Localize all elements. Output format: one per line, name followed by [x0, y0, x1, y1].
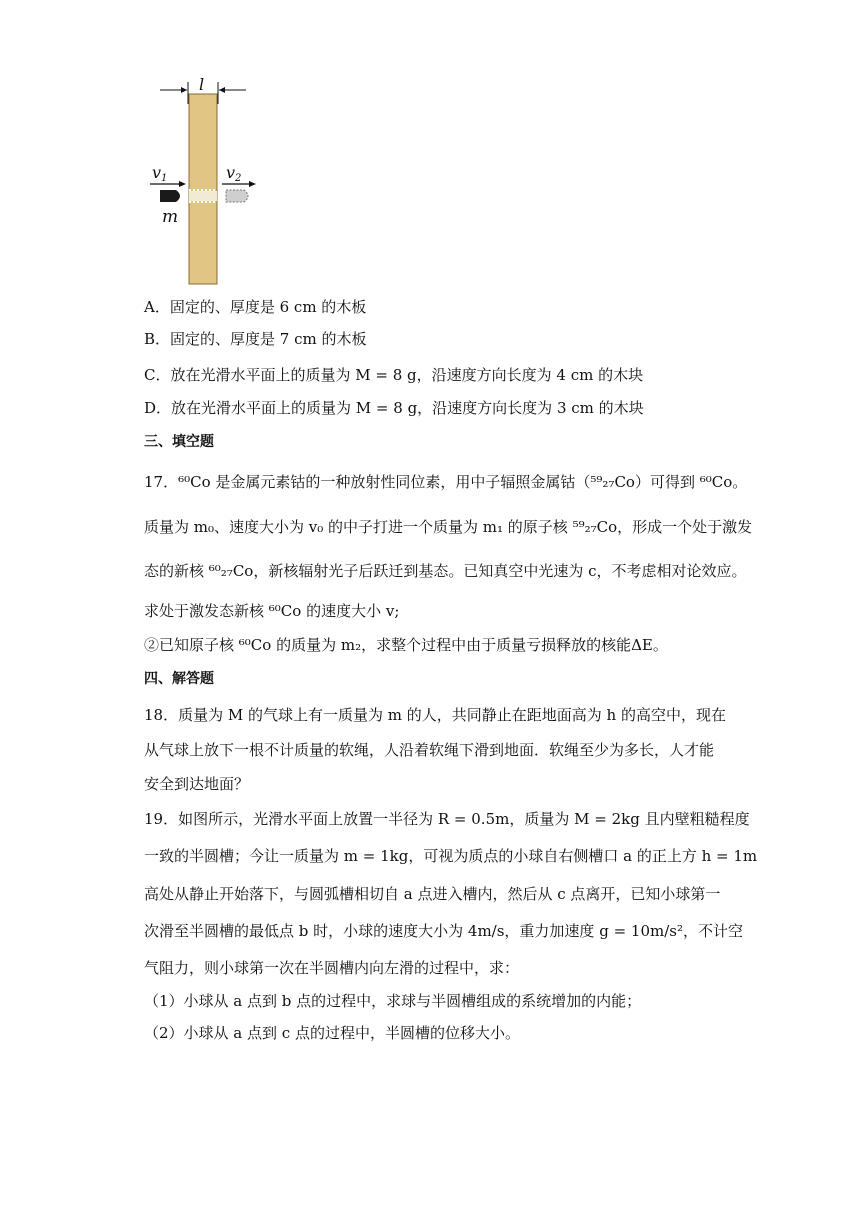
label-m: m — [162, 207, 179, 227]
section-heading-fill: 三、填空题 — [144, 434, 214, 450]
q17-line-5: ②已知原子核 ⁶⁰Co 的质量为 m₂，求整个过程中由于质量亏损释放的核能ΔE。 — [144, 636, 668, 654]
dim-arrowhead-right — [219, 87, 225, 93]
q19-line-1: 19．如图所示，光滑水平面上放置一半径为 R = 0.5m，质量为 M = 2kg 且内壁粗糙程度 — [144, 810, 750, 828]
q19-line-7: （2）小球从 a 点到 c 点的过程中，半圆槽的位移大小。 — [144, 1024, 520, 1042]
q17-line-4: 求处于激发态新核 ⁶⁰Co 的速度大小 v; — [144, 602, 400, 620]
label-l: l — [199, 75, 205, 94]
bullet-icon — [160, 190, 180, 202]
option-d: D．放在光滑水平面上的质量为 M = 8 g，沿速度方向长度为 3 cm 的木块 — [144, 399, 644, 417]
arrowhead-v2 — [249, 181, 256, 187]
section-heading-answer: 四、解答题 — [144, 671, 214, 687]
q19-line-2: 一致的半圆槽；今让一质量为 m = 1kg，可视为质点的小球自右侧槽口 a 的正上方 h = 1m — [144, 847, 758, 865]
option-b: B．固定的、厚度是 7 cm 的木板 — [144, 330, 367, 348]
q17-line-3: 态的新核 ⁶⁰₂₇Co，新核辐射光子后跃迁到基态。已知真空中光速为 c，不考虑相对论效应。 — [144, 562, 747, 580]
q19-line-3: 高处从静止开始落下，与圆弧槽相切自 a 点进入槽内，然后从 c 点离开，已知小球第一 — [144, 885, 721, 903]
arrowhead-v1 — [179, 181, 186, 187]
q18-line-3: 安全到达地面？ — [144, 775, 250, 793]
q18-line-1: 18．质量为 M 的气球上有一质量为 m 的人，共同静止在距地面高为 h 的高空中，现在 — [144, 706, 726, 724]
q17-line-1: 17．⁶⁰Co 是金属元素钴的一种放射性同位素，用中子辐照金属钴（⁵⁹₂₇Co）可得到 ⁶⁰Co。 — [144, 473, 748, 491]
exiting-bullet-icon — [226, 190, 248, 202]
q18-line-2: 从气球上放下一根不计质量的软绳，人沿着软绳下滑到地面．软绳至少为多长，人才能 — [144, 741, 715, 759]
dim-arrowhead-left — [181, 87, 187, 93]
q19-line-5: 气阻力，则小球第一次在半圆槽内向左滑的过程中，求： — [144, 959, 520, 977]
q19-line-6: （1）小球从 a 点到 b 点的过程中，求球与半圆槽组成的系统增加的内能； — [144, 992, 642, 1010]
label-v1: v1 — [152, 163, 168, 184]
board-hole — [189, 191, 217, 201]
option-c: C．放在光滑水平面上的质量为 M = 8 g，沿速度方向长度为 4 cm 的木块 — [144, 366, 644, 384]
label-v2: v2 — [226, 163, 242, 184]
q17-line-2: 质量为 m₀、速度大小为 v₀ 的中子打进一个质量为 m₁ 的原子核 ⁵⁹₂₇Co，形成一个处于激发 — [144, 518, 753, 536]
q19-line-4: 次滑至半圆槽的最低点 b 时，小球的速度大小为 4m/s，重力加速度 g = 10m/s²，不计空 — [144, 922, 743, 940]
option-a: A．固定的、厚度是 6 cm 的木板 — [144, 298, 367, 316]
bullet-board-figure — [146, 74, 276, 286]
